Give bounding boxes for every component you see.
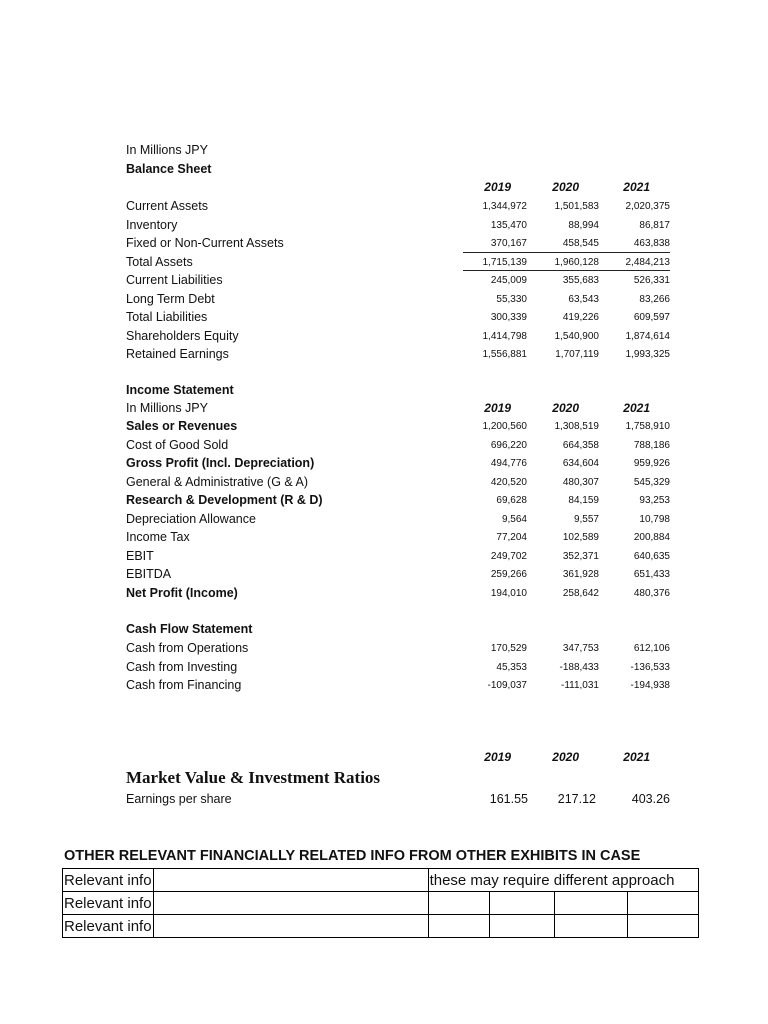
- other-info-table: [62, 868, 699, 938]
- bs-value-3: 86,817: [639, 219, 670, 231]
- cf-row-label: Cash from Operations: [126, 641, 249, 655]
- is-value-3: 480,376: [633, 587, 670, 599]
- bs-row-label: Long Term Debt: [126, 291, 215, 306]
- bs-value-2: 355,683: [562, 275, 599, 286]
- bs-year-2020: 2020: [552, 180, 579, 194]
- currency-label: In Millions JPY: [126, 143, 208, 157]
- is-value-2: 102,589: [562, 532, 599, 543]
- is-row-label: EBIT: [126, 548, 154, 563]
- cf-row-label: Cash from Investing: [126, 659, 238, 674]
- cf-value-3: 612,106: [633, 643, 670, 654]
- bs-value-3: 526,331: [633, 275, 670, 286]
- mv-year-2021: 2021: [623, 750, 650, 764]
- cf-value-3: -136,533: [630, 661, 670, 673]
- bs-row-label: Fixed or Non-Current Assets: [126, 236, 284, 250]
- is-value-1: 249,702: [490, 550, 527, 562]
- is-value-2: 9,557: [573, 513, 599, 525]
- table-cell[interactable]: [153, 869, 428, 892]
- bs-row-label: Total Liabilities: [126, 310, 208, 324]
- bs-value-1: 135,470: [490, 219, 527, 231]
- balance-sheet-title: Balance Sheet: [126, 162, 212, 176]
- is-row-label: Research & Development (R & D): [126, 493, 323, 507]
- is-row-label: Net Profit (Income): [126, 585, 238, 600]
- income-statement-title: Income Statement: [126, 383, 234, 397]
- bs-value-2: 88,994: [568, 219, 599, 231]
- bs-value-3: 2,484,213: [625, 256, 670, 268]
- total-assets-top-rule: [463, 252, 670, 253]
- is-value-2: 84,159: [568, 495, 599, 506]
- mv-year-2020: 2020: [552, 750, 579, 764]
- is-value-2: 634,604: [562, 458, 599, 469]
- relevant-info-label: Relevant info: [64, 871, 152, 889]
- table-cell[interactable]: [428, 915, 489, 938]
- bs-value-1: 370,167: [490, 238, 527, 249]
- cf-value-1: 170,529: [490, 643, 527, 654]
- is-value-1: 420,520: [490, 476, 527, 488]
- is-value-3: 93,253: [639, 495, 670, 506]
- bs-value-1: 1,344,972: [482, 201, 527, 212]
- table-row: [63, 869, 699, 892]
- table-cell[interactable]: [153, 892, 428, 915]
- market-value-title: Market Value & Investment Ratios: [126, 768, 381, 787]
- bs-value-1: 55,330: [496, 293, 527, 305]
- is-value-2: 352,371: [562, 550, 599, 562]
- bs-row-label: Current Assets: [126, 199, 208, 213]
- cf-value-2: -111,031: [561, 680, 599, 691]
- is-value-3: 545,329: [633, 476, 670, 488]
- table-cell[interactable]: [63, 869, 154, 892]
- bs-value-2: 63,543: [568, 293, 599, 305]
- is-value-2: 258,642: [562, 587, 599, 599]
- bs-value-3: 1,874,614: [625, 330, 670, 342]
- eps-label: Earnings per share: [126, 792, 232, 806]
- table-cell[interactable]: [428, 869, 698, 892]
- cf-value-1: -109,037: [487, 680, 527, 691]
- bs-value-2: 1,960,128: [554, 256, 599, 268]
- bs-year-2019: 2019: [484, 180, 511, 194]
- bs-value-2: 419,226: [562, 312, 599, 323]
- is-value-2: 1,308,519: [554, 421, 599, 432]
- total-assets-bottom-rule: [463, 270, 670, 271]
- income-statement-currency: In Millions JPY: [126, 401, 208, 415]
- cf-row-label: Cash from Financing: [126, 678, 242, 692]
- bs-value-3: 2,020,375: [625, 201, 670, 212]
- is-value-3: 10,798: [639, 513, 670, 525]
- is-value-1: 194,010: [490, 587, 527, 599]
- bs-value-3: 609,597: [633, 312, 670, 323]
- bs-value-3: 463,838: [633, 238, 670, 249]
- is-value-1: 77,204: [496, 532, 527, 543]
- eps-2019: 161.55: [489, 792, 528, 806]
- table-cell[interactable]: [627, 915, 698, 938]
- is-row-label: Cost of Good Sold: [126, 437, 229, 452]
- is-value-1: 1,200,560: [482, 421, 527, 432]
- cf-value-2: 347,753: [562, 643, 599, 654]
- table-cell[interactable]: [627, 892, 698, 915]
- table-cell[interactable]: [489, 892, 554, 915]
- table-cell[interactable]: [63, 892, 154, 915]
- table-cell[interactable]: [554, 892, 627, 915]
- is-value-2: 664,358: [562, 439, 599, 451]
- is-row-label: Depreciation Allowance: [126, 511, 256, 526]
- is-value-3: 651,433: [633, 569, 670, 580]
- bs-value-3: 83,266: [639, 293, 670, 305]
- bs-value-1: 1,556,881: [482, 349, 527, 360]
- eps-2020: 217.12: [557, 792, 596, 806]
- bs-value-1: 245,009: [490, 275, 527, 286]
- is-value-1: 696,220: [490, 439, 527, 451]
- is-row-label: Income Tax: [126, 530, 190, 544]
- is-row-label: Sales or Revenues: [126, 419, 238, 433]
- other-info-title: OTHER RELEVANT FINANCIALLY RELATED INFO FROM OTHER EXHIBITS IN CASE: [64, 848, 641, 864]
- cash-flow-title: Cash Flow Statement: [126, 622, 253, 636]
- bs-row-label: Retained Earnings: [126, 347, 229, 361]
- approach-note: these may require different approach: [429, 871, 675, 889]
- cf-value-2: -188,433: [559, 661, 599, 673]
- is-value-1: 494,776: [490, 458, 527, 469]
- bs-value-1: 1,715,139: [482, 256, 527, 268]
- is-value-3: 959,926: [633, 458, 670, 469]
- relevant-info-label: Relevant info: [64, 894, 152, 912]
- table-cell[interactable]: [153, 915, 428, 938]
- is-value-1: 69,628: [496, 495, 527, 506]
- bs-value-2: 458,545: [562, 238, 599, 249]
- bs-value-1: 300,339: [490, 312, 527, 323]
- is-value-1: 259,266: [490, 569, 527, 580]
- table-cell[interactable]: [554, 915, 627, 938]
- is-value-3: 200,884: [633, 532, 670, 543]
- bs-value-3: 1,993,325: [625, 349, 670, 360]
- table-row: [63, 892, 699, 915]
- bs-row-label: Total Assets: [126, 254, 193, 269]
- is-row-label: General & Administrative (G & A): [126, 474, 309, 489]
- bs-value-1: 1,414,798: [482, 330, 527, 342]
- table-row: [63, 915, 699, 938]
- is-value-2: 480,307: [562, 476, 599, 488]
- is-value-3: 640,635: [633, 550, 670, 562]
- bs-row-label: Current Liabilities: [126, 273, 223, 287]
- is-value-3: 1,758,910: [625, 421, 670, 432]
- cf-value-3: -194,938: [630, 680, 670, 691]
- bs-value-2: 1,540,900: [554, 330, 599, 342]
- bs-value-2: 1,501,583: [554, 201, 599, 212]
- cf-value-1: 45,353: [496, 661, 527, 673]
- is-year-2019: 2019: [484, 401, 511, 415]
- table-cell[interactable]: [489, 915, 554, 938]
- mv-year-2019: 2019: [484, 750, 511, 764]
- bs-row-label: Shareholders Equity: [126, 328, 239, 343]
- bs-year-2021: 2021: [623, 180, 650, 194]
- is-year-2021: 2021: [623, 401, 650, 415]
- bs-row-label: Inventory: [126, 217, 178, 232]
- table-cell[interactable]: [63, 915, 154, 938]
- is-value-3: 788,186: [633, 439, 670, 451]
- is-row-label: Gross Profit (Incl. Depreciation): [126, 456, 315, 470]
- table-cell[interactable]: [428, 892, 489, 915]
- is-row-label: EBITDA: [126, 567, 172, 581]
- bs-value-2: 1,707,119: [555, 349, 599, 360]
- is-value-2: 361,928: [562, 569, 599, 580]
- eps-2021: 403.26: [631, 792, 670, 806]
- is-value-1: 9,564: [501, 513, 527, 525]
- is-year-2020: 2020: [552, 401, 579, 415]
- relevant-info-label: Relevant info: [64, 917, 152, 935]
